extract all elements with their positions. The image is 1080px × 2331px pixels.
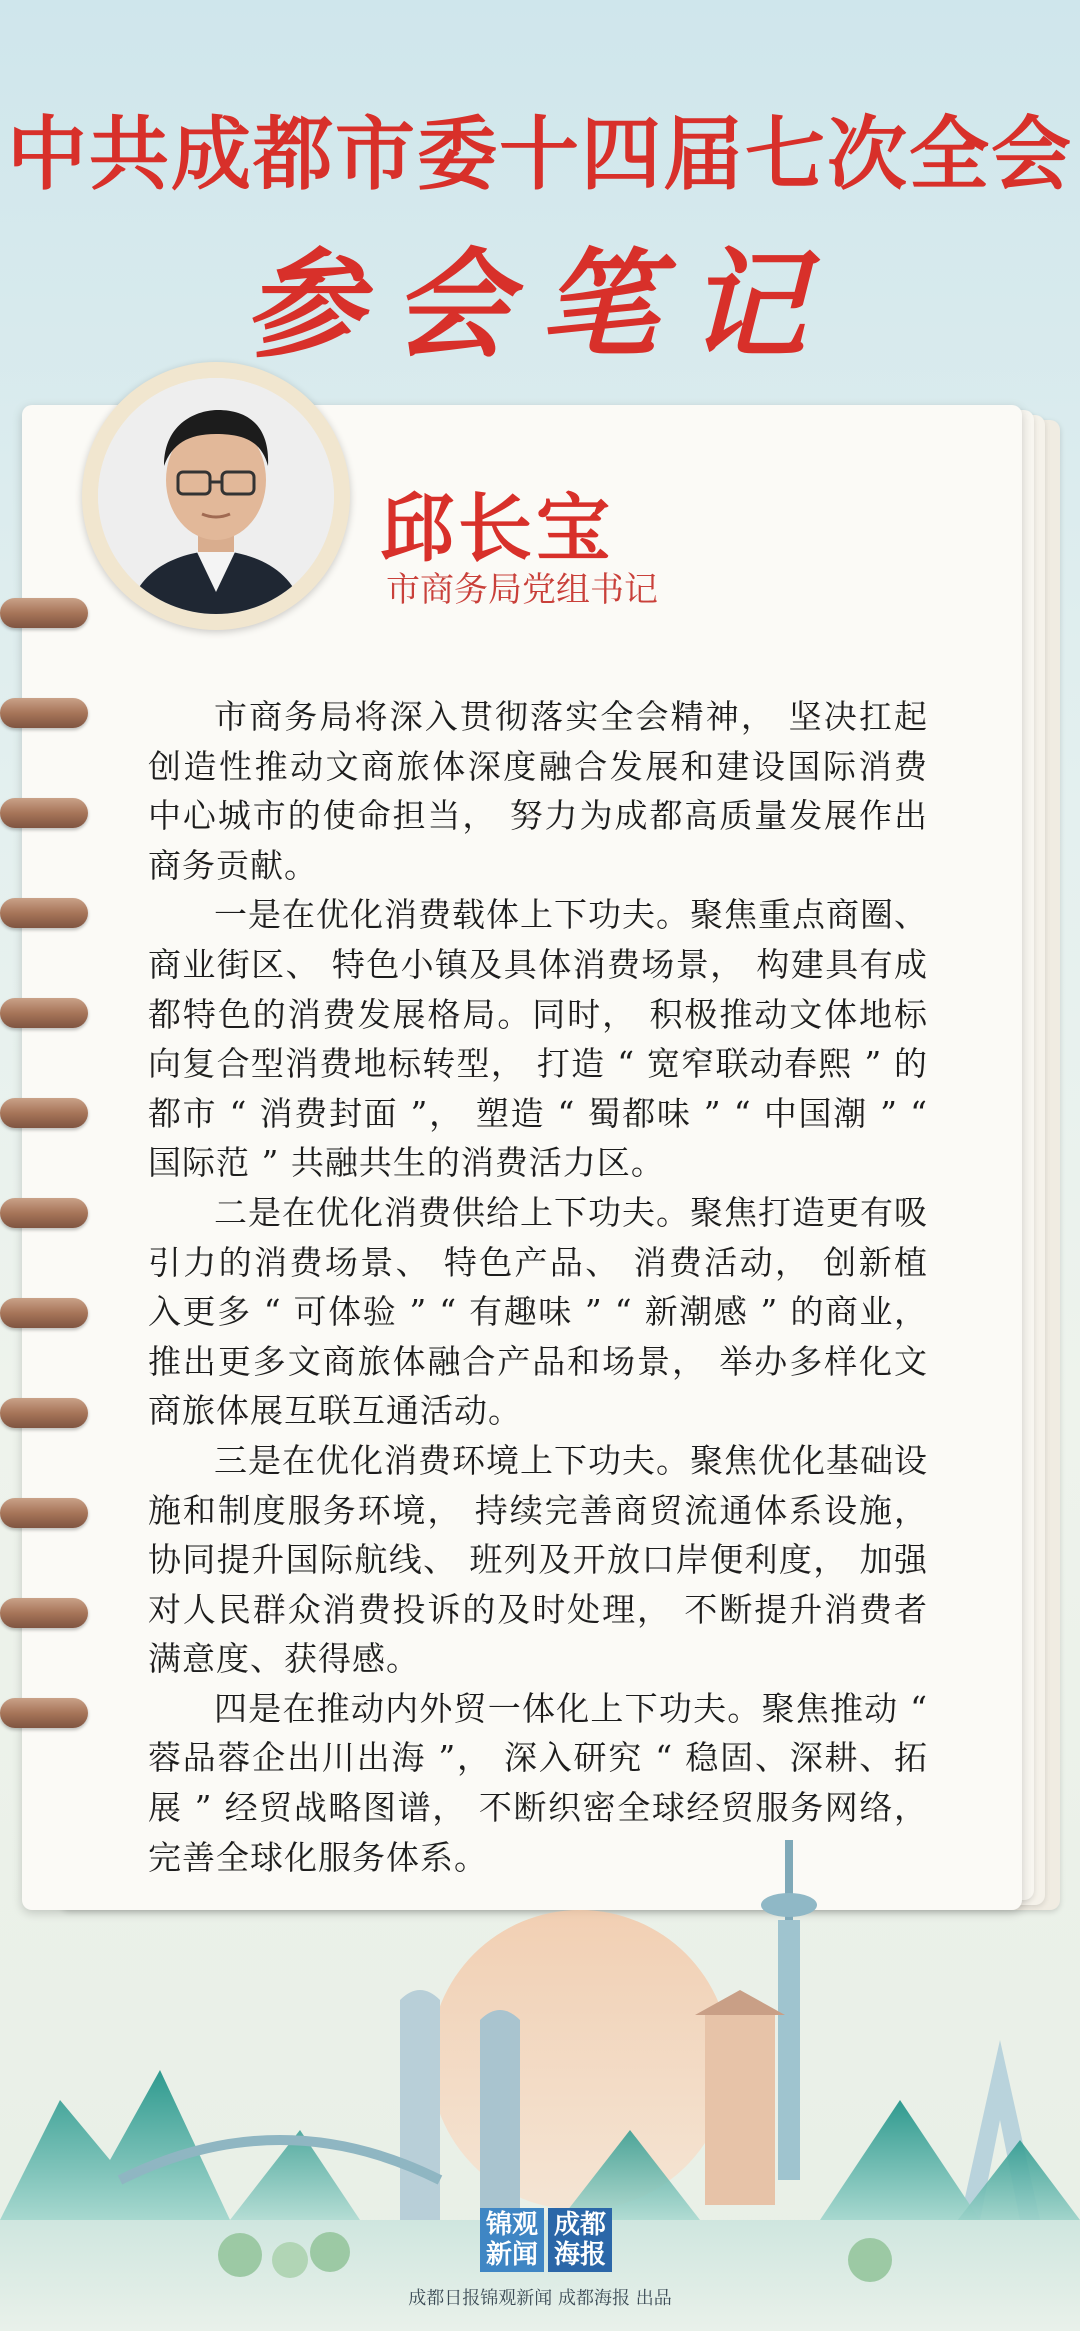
- spiral-ring: [0, 1698, 88, 1728]
- footer-caption: 成都日报锦观新闻 成都海报 出品: [408, 2288, 672, 2309]
- spiral-ring: [0, 1598, 88, 1628]
- spiral-ring: [0, 1298, 88, 1328]
- paragraph-4: 四是在推动内外贸一体化上下功夫。聚焦推动 “ 蓉品蓉企出川出海 ”， 深入研究 “ 稳固、深耕、拓展 ” 经贸战略图谱， 不断织密全球经贸服务网络， 完善全球化服务体系。: [148, 1688, 928, 1877]
- spiral-ring: [0, 1498, 88, 1528]
- headline-line-2: 参会笔记: [243, 235, 836, 374]
- spiral-ring: [0, 1198, 88, 1228]
- logo-chengdu-poster: 成都海报: [548, 2208, 612, 2272]
- footer-logo: [480, 2208, 612, 2272]
- person-silhouette-icon: [98, 378, 334, 614]
- paragraph-1: 一是在优化消费载体上下功夫。聚焦重点商圈、 商业街区、 特色小镇及具体消费场景， 构建具有成都特色的消费发展格局。同时， 积极推动文体地标向复合型消费地标转型， 打造 “ 宽窄联动春熙 ” 的都市 “ 消费封面 ”， 塑造 “ 蜀都味 ” “ 中国潮 ” “ 国际范 ” 共融共生的消费活力区。: [148, 895, 928, 1183]
- logo-jinguan: 锦观新闻: [480, 2208, 544, 2272]
- spiral-ring: [0, 1398, 88, 1428]
- portrait-photo: [98, 378, 334, 614]
- spiral-ring: [0, 598, 88, 628]
- spiral-ring: [0, 898, 88, 928]
- paragraph-3: 三是在优化消费环境上下功夫。聚焦优化基础设施和制度服务环境， 持续完善商贸流通体系设施， 协同提升国际航线、 班列及开放口岸便利度， 加强对人民群众消费投诉的及时处理， 不断提升消费者满意度、获得感。: [148, 1440, 928, 1679]
- spiral-ring: [0, 698, 88, 728]
- person-title: 市商务局党组书记: [386, 570, 658, 610]
- spiral-ring: [0, 1098, 88, 1128]
- notes-body: [148, 692, 928, 1882]
- paragraph-intro: 市商务局将深入贯彻落实全会精神， 坚决扛起创造性推动文商旅体深度融合发展和建设国际消费中心城市的使命担当， 努力为成都高质量发展作出商务贡献。: [148, 697, 928, 885]
- portrait-frame: [82, 362, 350, 630]
- spiral-ring: [0, 798, 88, 828]
- headline-line-1: 中共成都市委十四届七次全会: [7, 108, 1073, 201]
- paragraph-2: 二是在优化消费供给上下功夫。聚焦打造更有吸引力的消费场景、 特色产品、 消费活动， 创新植入更多 “ 可体验 ” “ 有趣味 ” “ 新潮感 ” 的商业， 推出更多文商旅体融合产品和场景， 举办多样化文商旅体展互联互通活动。: [148, 1192, 928, 1431]
- spiral-ring: [0, 998, 88, 1028]
- person-name: 邱长宝: [380, 486, 614, 572]
